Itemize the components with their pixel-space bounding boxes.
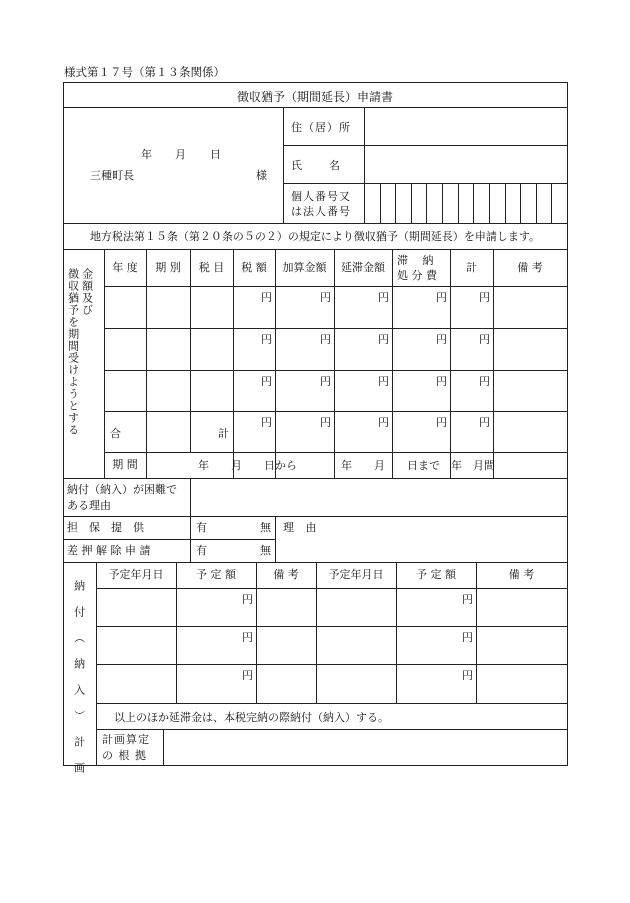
yen-mark: 円 bbox=[436, 333, 447, 346]
difficulty-label-line1: 納付（納入）が困難で bbox=[67, 483, 177, 496]
header-fee-line1: 滞 納 bbox=[397, 254, 434, 267]
tax-table-cell[interactable] bbox=[190, 328, 233, 369]
plan-yen-mark: 円 bbox=[462, 631, 473, 644]
tax-table-cell[interactable] bbox=[493, 286, 567, 327]
total-label-left: 合 bbox=[110, 427, 121, 440]
form-title: 徴収猶予（期間延長）申請書 bbox=[236, 90, 393, 104]
name-label: 氏 名 bbox=[291, 159, 348, 172]
collateral-no[interactable]: 無 bbox=[260, 521, 271, 534]
plan-table-cell[interactable] bbox=[316, 626, 396, 664]
tax-side-label-col2: 金額及び bbox=[80, 268, 94, 316]
yen-mark: 円 bbox=[320, 416, 331, 429]
statement: 地方税法第１５条（第２０条の５の２）の規定により徴収猶予（期間延長）を申請します。 bbox=[89, 230, 541, 243]
id-digit-box[interactable] bbox=[364, 183, 380, 223]
tax-table-cell[interactable] bbox=[104, 286, 146, 327]
header-fee-line2: 処 分 費 bbox=[397, 269, 437, 282]
form-border-left bbox=[63, 82, 64, 766]
tax-table-cell[interactable] bbox=[450, 286, 493, 327]
difficulty-label-line2: ある理由 bbox=[67, 499, 111, 512]
plan-header-date-2: 予定年月日 bbox=[328, 568, 384, 582]
header-delinquency: 延滞金額 bbox=[341, 261, 385, 275]
tax-table-cell[interactable] bbox=[392, 286, 450, 327]
tax-table-cell[interactable] bbox=[104, 370, 146, 411]
plan-table-cell[interactable] bbox=[96, 626, 176, 664]
yen-mark: 円 bbox=[479, 375, 490, 388]
id-digit-box[interactable] bbox=[473, 183, 489, 223]
id-digit-box[interactable] bbox=[520, 183, 536, 223]
total-label-right: 計 bbox=[218, 427, 229, 440]
id-digit-box[interactable] bbox=[458, 183, 474, 223]
tax-side-label-col1: 徴収猶予を期間受けようとする bbox=[66, 268, 80, 436]
plan-table-cell[interactable] bbox=[316, 664, 396, 702]
rule-line bbox=[96, 703, 568, 704]
plan-header-amount-1: 予 定 額 bbox=[196, 568, 236, 582]
address-field[interactable] bbox=[364, 112, 567, 145]
plan-side-label: 納付（納入）計画 bbox=[72, 580, 86, 788]
plan-header-date-1: 予定年月日 bbox=[108, 568, 164, 582]
plan-table-cell[interactable] bbox=[256, 664, 316, 702]
plan-table-cell[interactable] bbox=[176, 588, 256, 626]
seizure-yes[interactable]: 有 bbox=[196, 544, 207, 557]
tax-table-cell[interactable] bbox=[190, 286, 233, 327]
yen-mark: 円 bbox=[378, 291, 389, 304]
id-digit-box[interactable] bbox=[411, 183, 427, 223]
reason-label: 理 由 bbox=[283, 521, 321, 534]
yen-mark: 円 bbox=[320, 333, 331, 346]
date-day-label: 日 bbox=[210, 148, 221, 161]
id-digit-box[interactable] bbox=[505, 183, 521, 223]
plan-yen-mark: 円 bbox=[462, 593, 473, 606]
id-digit-box[interactable] bbox=[442, 183, 458, 223]
rule-line bbox=[63, 223, 568, 224]
id-digit-box[interactable] bbox=[551, 183, 567, 223]
name-field[interactable] bbox=[364, 145, 567, 183]
id-label-line2: は法人番号 bbox=[291, 205, 351, 218]
yen-mark: 円 bbox=[320, 291, 331, 304]
date-year-label: 年 bbox=[141, 148, 152, 161]
yen-mark: 円 bbox=[436, 416, 447, 429]
plan-header-remarks-2: 備 考 bbox=[508, 568, 535, 582]
yen-mark: 円 bbox=[479, 416, 490, 429]
plan-table-cell[interactable] bbox=[256, 626, 316, 664]
id-digit-box[interactable] bbox=[395, 183, 411, 223]
yen-mark: 円 bbox=[378, 375, 389, 388]
header-total: 計 bbox=[466, 261, 477, 275]
tax-table-cell[interactable] bbox=[275, 286, 334, 327]
yen-mark: 円 bbox=[479, 333, 490, 346]
tax-table-cell[interactable] bbox=[146, 370, 190, 411]
form-number: 様式第１７号（第１３条関係） bbox=[64, 65, 225, 79]
plan-table-cell[interactable] bbox=[316, 588, 396, 626]
tax-table-cell[interactable] bbox=[233, 328, 275, 369]
yen-mark: 円 bbox=[261, 416, 272, 429]
plan-table-cell[interactable] bbox=[476, 588, 567, 626]
plan-yen-mark: 円 bbox=[242, 631, 253, 644]
honorific: 様 bbox=[256, 169, 267, 182]
yen-mark: 円 bbox=[261, 291, 272, 304]
difficulty-reason-field[interactable] bbox=[190, 478, 567, 516]
id-digit-box[interactable] bbox=[380, 183, 396, 223]
yen-mark: 円 bbox=[261, 333, 272, 346]
tax-table-cell[interactable] bbox=[233, 286, 275, 327]
plan-table-cell[interactable] bbox=[176, 626, 256, 664]
rule-line bbox=[63, 516, 568, 517]
rule-line bbox=[275, 516, 276, 563]
plan-table-cell[interactable] bbox=[476, 626, 567, 664]
header-item: 税 目 bbox=[198, 261, 225, 275]
plan-yen-mark: 円 bbox=[462, 669, 473, 682]
date-month-label: 月 bbox=[175, 148, 186, 161]
plan-header-remarks-1: 備 考 bbox=[273, 568, 299, 582]
tax-table-cell[interactable] bbox=[146, 328, 190, 369]
collateral-yes[interactable]: 有 bbox=[196, 521, 207, 534]
plan-table-cell[interactable] bbox=[176, 664, 256, 702]
yen-mark: 円 bbox=[320, 375, 331, 388]
plan-yen-mark: 円 bbox=[242, 593, 253, 606]
tax-table-cell[interactable] bbox=[275, 370, 334, 411]
plan-table-cell[interactable] bbox=[396, 626, 476, 664]
tax-table-cell[interactable] bbox=[450, 328, 493, 369]
tax-table-cell[interactable] bbox=[334, 328, 392, 369]
plan-table-cell[interactable] bbox=[396, 664, 476, 702]
plan-yen-mark: 円 bbox=[242, 669, 253, 682]
plan-table-cell[interactable] bbox=[476, 664, 567, 702]
rule-line bbox=[63, 539, 276, 540]
yen-mark: 円 bbox=[378, 416, 389, 429]
id-digit-box[interactable] bbox=[536, 183, 552, 223]
form-border-bottom bbox=[63, 765, 568, 766]
plan-note: 以上のほか延滞金は、本税完納の際納付（納入）する。 bbox=[114, 711, 389, 724]
tax-table-cell[interactable] bbox=[392, 370, 450, 411]
tax-table-cell[interactable] bbox=[493, 370, 567, 411]
form-border-top bbox=[63, 82, 568, 83]
addressee: 三種町長 bbox=[90, 169, 134, 182]
plan-basis-field[interactable] bbox=[163, 729, 567, 765]
id-digit-box[interactable] bbox=[426, 183, 442, 223]
plan-table-cell[interactable] bbox=[256, 588, 316, 626]
collateral-label: 担 保 提 供 bbox=[67, 521, 144, 534]
header-tax: 税 額 bbox=[241, 261, 267, 275]
plan-basis-line2: の 根 拠 bbox=[102, 749, 147, 762]
header-remarks: 備 考 bbox=[517, 261, 543, 275]
yen-mark: 円 bbox=[261, 375, 272, 388]
plan-header-amount-2: 予 定 額 bbox=[416, 568, 456, 582]
tax-table-cell[interactable] bbox=[450, 370, 493, 411]
yen-mark: 円 bbox=[479, 291, 490, 304]
rule-line bbox=[104, 411, 568, 412]
yen-mark: 円 bbox=[436, 291, 447, 304]
seizure-label: 差 押 解 除 申 請 bbox=[67, 544, 151, 557]
header-year: 年 度 bbox=[112, 261, 138, 275]
tax-table-cell[interactable] bbox=[146, 286, 190, 327]
rule-line bbox=[146, 452, 147, 479]
header-period: 期 別 bbox=[155, 261, 181, 275]
tax-table-cell[interactable] bbox=[275, 328, 334, 369]
tax-table-cell[interactable] bbox=[392, 328, 450, 369]
plan-basis-line1: 計画算定 bbox=[102, 733, 150, 746]
rule-line bbox=[63, 107, 568, 108]
rule-line bbox=[104, 452, 568, 453]
plan-table-cell[interactable] bbox=[96, 664, 176, 702]
tax-table-cell[interactable] bbox=[233, 370, 275, 411]
yen-mark: 円 bbox=[378, 333, 389, 346]
period-label: 期 間 bbox=[112, 458, 138, 472]
header-addition: 加算金額 bbox=[282, 261, 327, 275]
rule-line bbox=[283, 107, 284, 224]
yen-mark: 円 bbox=[436, 375, 447, 388]
tax-table-cell[interactable] bbox=[334, 370, 392, 411]
tax-table-cell[interactable] bbox=[334, 286, 392, 327]
tax-table-cell[interactable] bbox=[190, 370, 233, 411]
seizure-no[interactable]: 無 bbox=[260, 544, 271, 557]
plan-table-cell[interactable] bbox=[96, 588, 176, 626]
tax-table-cell[interactable] bbox=[104, 328, 146, 369]
period-text: 年 月 日から 年 月 日まで 年 月間 bbox=[198, 459, 495, 472]
plan-table-cell[interactable] bbox=[396, 588, 476, 626]
id-digit-box[interactable] bbox=[489, 183, 505, 223]
address-label: 住（居）所 bbox=[291, 121, 351, 134]
id-label-line1: 個人番号又 bbox=[291, 190, 351, 203]
tax-table-cell[interactable] bbox=[493, 328, 567, 369]
